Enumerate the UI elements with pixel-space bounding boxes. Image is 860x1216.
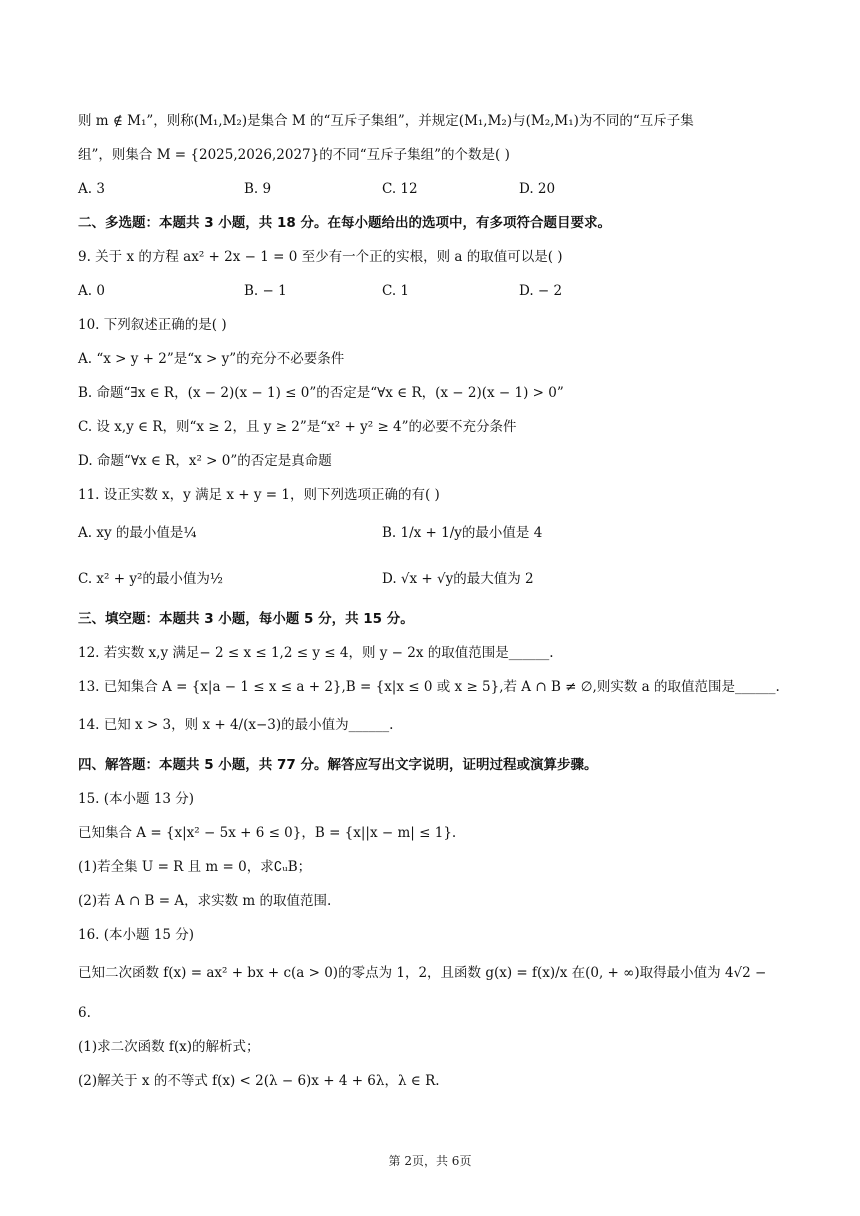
q16-stem-line2: 6. bbox=[78, 1005, 91, 1021]
q15-part1: (1)若全集 U = R 且 m = 0，求∁ᵤB； bbox=[78, 859, 312, 875]
q11-option-c: C. x² + y²的最小值为½ bbox=[78, 571, 223, 587]
q8-option-d: D. 20 bbox=[519, 181, 556, 197]
q15-part2: (2)若 A ∩ B = A，求实数 m 的取值范围. bbox=[78, 893, 332, 909]
q8-option-c: C. 12 bbox=[382, 181, 418, 197]
q11-option-b: B. 1/x + 1/y的最小值是 4 bbox=[382, 525, 543, 541]
q15-title: 15. (本小题 13 分) bbox=[78, 791, 195, 807]
q8-stem-line1: 则 m ∉ M₁”，则称(M₁,M₂)是集合 M 的“互斥子集组”，并规定(M₁,M₂)与(M₂,M₁)为不同的“互斥子集 bbox=[78, 113, 694, 129]
q16-title: 16. (本小题 15 分) bbox=[78, 927, 195, 943]
q9-option-b: B. − 1 bbox=[244, 283, 287, 299]
q9-stem: 9. 关于 x 的方程 ax² + 2x − 1 = 0 至少有一个正的实根，则 a 的取值可以是( ) bbox=[78, 249, 563, 265]
q11-option-a: A. xy 的最小值是¼ bbox=[78, 525, 197, 541]
q9-option-a: A. 0 bbox=[78, 283, 105, 299]
q10-option-b: B. 命题“∃x ∈ R，(x − 2)(x − 1) ≤ 0”的否定是“∀x ∈ R，(x − 2)(x − 1) > 0” bbox=[78, 385, 564, 401]
q10-option-d: D. 命题“∀x ∈ R，x² > 0”的否定是真命题 bbox=[78, 453, 332, 469]
q16-part2: (2)解关于 x 的不等式 f(x) < 2(λ − 6)x + 4 + 6λ，λ ∈ R. bbox=[78, 1073, 440, 1089]
page-footer: 第 2页，共 6页 bbox=[388, 1154, 472, 1168]
q16-part1: (1)求二次函数 f(x)的解析式； bbox=[78, 1039, 260, 1055]
q13-stem: 13. 已知集合 A = {x|a − 1 ≤ x ≤ a + 2},B = {x|x ≤ 0 或 x ≥ 5},若 A ∩ B ≠ ∅,则实数 a 的取值范围是______. bbox=[78, 679, 780, 695]
section-heading-multiple-choice: 二、多选题：本题共 3 小题，共 18 分。在每小题给出的选项中，有多项符合题目要求。 bbox=[78, 215, 611, 231]
q15-stem: 已知集合 A = {x|x² − 5x + 6 ≤ 0}，B = {x||x − m| ≤ 1}. bbox=[78, 825, 457, 841]
q16-stem-line1: 已知二次函数 f(x) = ax² + bx + c(a > 0)的零点为 1，2，且函数 g(x) = f(x)/x 在(0, + ∞)取得最小值为 4√2 − bbox=[78, 965, 767, 981]
q10-option-a: A. “x > y + 2”是“x > y”的充分不必要条件 bbox=[78, 351, 345, 367]
section-heading-fill-in: 三、填空题：本题共 3 小题，每小题 5 分，共 15 分。 bbox=[78, 611, 414, 627]
q9-option-d: D. − 2 bbox=[519, 283, 563, 299]
q12-stem: 12. 若实数 x,y 满足− 2 ≤ x ≤ 1,2 ≤ y ≤ 4，则 y − 2x 的取值范围是______. bbox=[78, 645, 554, 661]
q8-stem-line2: 组”，则集合 M = {2025,2026,2027}的不同“互斥子集组”的个数是( ) bbox=[78, 147, 510, 163]
q11-stem: 11. 设正实数 x，y 满足 x + y = 1，则下列选项正确的有( ) bbox=[78, 487, 440, 503]
q10-stem: 10. 下列叙述正确的是( ) bbox=[78, 317, 227, 333]
q11-option-d: D. √x + √y的最大值为 2 bbox=[382, 571, 534, 587]
section-heading-solutions: 四、解答题：本题共 5 小题，共 77 分。解答应写出文字说明，证明过程或演算步骤。 bbox=[78, 757, 598, 773]
q8-option-a: A. 3 bbox=[78, 181, 105, 197]
q14-stem: 14. 已知 x > 3，则 x + 4/(x−3)的最小值为______. bbox=[78, 717, 394, 733]
q10-option-c: C. 设 x,y ∈ R，则“x ≥ 2，且 y ≥ 2”是“x² + y² ≥ 4”的必要不充分条件 bbox=[78, 419, 517, 435]
q8-option-b: B. 9 bbox=[244, 181, 272, 197]
q9-option-c: C. 1 bbox=[382, 283, 410, 299]
